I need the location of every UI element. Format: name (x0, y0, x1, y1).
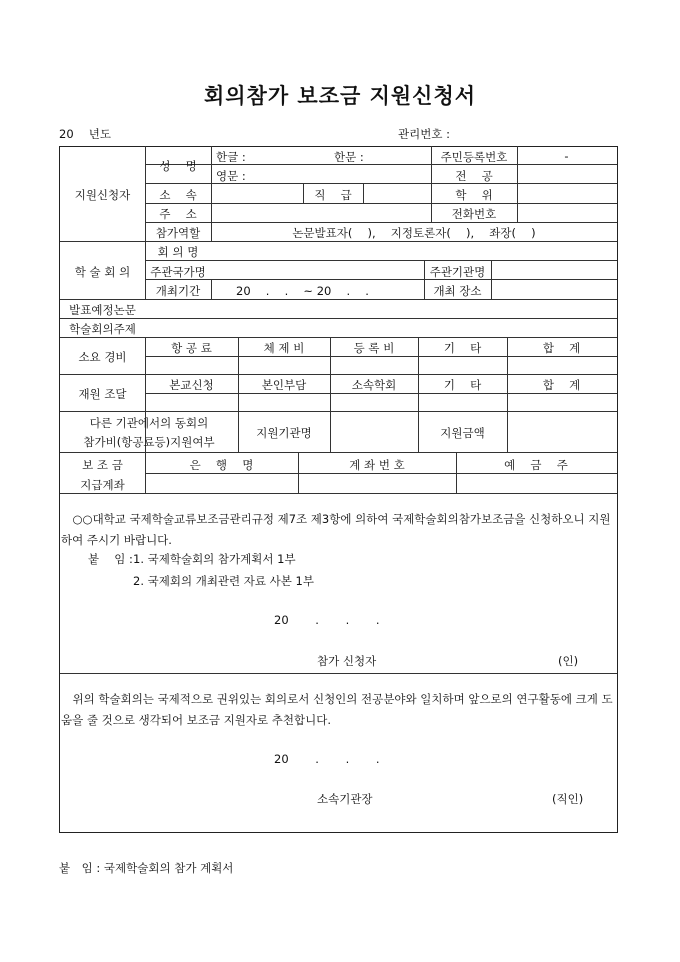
funding-label: 재원 조달 (78, 387, 127, 401)
h-line (60, 673, 617, 674)
host-org-label: 주관기관명 (429, 265, 486, 279)
role-options[interactable]: 논문발표자( ), 지정토론자( ), 좌장( ) (292, 226, 536, 240)
account-label-line1: 보 조 금 (82, 458, 123, 472)
role-label: 참가역할 (155, 226, 201, 240)
english-name-field[interactable]: 영문 : (216, 169, 246, 183)
conference-name-label: 회 의 명 (157, 245, 199, 259)
funding-col-school: 본교신청 (169, 378, 214, 392)
account-number-label: 계 좌 번 호 (349, 458, 405, 472)
expenses-label: 소요 경비 (78, 350, 127, 364)
expense-col-airfare: 항 공 료 (171, 341, 212, 355)
expense-col-registration: 등 록 비 (353, 341, 395, 355)
form-title: 회의참가 보조금 지원신청서 (203, 83, 477, 108)
degree-label: 학 위 (455, 188, 493, 202)
year-label: 20 년도 (59, 127, 112, 141)
v-line (211, 280, 212, 299)
h-line (60, 241, 617, 242)
h-line (145, 203, 617, 204)
v-line (491, 261, 492, 299)
host-country-label: 주관국가명 (150, 265, 206, 279)
bank-name-label: 은 행 명 (189, 458, 254, 472)
v-line (363, 184, 364, 203)
h-line (60, 493, 617, 494)
other-support-question-line1: 다른 기관에서의 동회의 (89, 416, 209, 430)
period-label: 개최기간 (155, 284, 201, 298)
hangul-name-field[interactable]: 한글 : (216, 150, 246, 164)
funding-col-self: 본인부담 (261, 378, 307, 392)
resident-id-field[interactable]: - (564, 149, 569, 163)
paper-label: 발표예정논문 (69, 303, 136, 317)
funding-col-society: 소속학회 (351, 378, 397, 392)
recommendation-date[interactable]: 20 . . . (274, 752, 380, 766)
expense-col-stay: 체 제 비 (263, 341, 305, 355)
address-label: 주 소 (159, 207, 197, 221)
h-line (145, 279, 617, 280)
h-line (60, 452, 617, 453)
funding-col-other: 기 타 (443, 378, 482, 392)
hanja-name-field[interactable]: 한문 : (334, 150, 364, 164)
h-line (60, 318, 617, 319)
attachment-item-2: 2. 국제회의 개최관련 자료 사본 1부 (133, 574, 314, 588)
h-line (60, 374, 617, 375)
h-line (145, 393, 617, 394)
applicant-section-label: 지원신청자 (74, 188, 131, 202)
h-line (145, 356, 617, 357)
h-line (145, 222, 617, 223)
period-field[interactable]: 20 . . ~ 20 . . (236, 284, 369, 298)
support-amount-label: 지원금액 (440, 426, 485, 440)
name-label: 성 명 (159, 159, 197, 173)
official-seal: (직인) (552, 792, 584, 806)
theme-label: 학술회의주제 (69, 322, 136, 336)
position-label: 직 급 (314, 188, 352, 202)
expense-col-total: 합 계 (542, 341, 581, 355)
v-line (330, 412, 331, 452)
venue-label: 개최 장소 (433, 284, 482, 298)
affiliation-label: 소 속 (159, 188, 197, 202)
applicant-seal: (인) (558, 654, 579, 668)
management-number-label: 관리번호 : (398, 127, 450, 141)
attachment-label: 붙 임 : (88, 552, 133, 566)
attachment-item-1: 1. 국제학술회의 참가계획서 1부 (133, 552, 296, 566)
phone-label: 전화번호 (451, 207, 497, 221)
resident-id-label: 주민등록번호 (440, 150, 508, 164)
support-agency-label: 지원기관명 (256, 426, 312, 440)
application-statement: ○○대학교 국제학술교류보조금관리규정 제7조 제3항에 의하여 국제학술회의참가보조금을 신청하오니 지원하여 주시기 바랍니다. (61, 512, 611, 547)
application-date[interactable]: 20 . . . (274, 613, 380, 627)
other-support-question-line2: 참가비(항공료등)지원여부 (83, 435, 215, 449)
institution-head-label: 소속기관장 (317, 792, 373, 806)
applicant-signature-label: 참가 신청자 (317, 654, 377, 668)
funding-col-total: 합 계 (542, 378, 581, 392)
account-label-line2: 지급계좌 (80, 478, 125, 492)
v-line (507, 412, 508, 452)
expense-col-other: 기 타 (443, 341, 482, 355)
footer-attachment-note: 붙 임 : 국제학술회의 참가 계획서 (59, 861, 234, 875)
h-line (60, 299, 617, 300)
recommendation-statement: 위의 학술회의는 국제적으로 권위있는 회의로서 신청인의 전공분야와 일치하며 앞으로의 연구활동에 크게 도움을 줄 것으로 생각되어 보조금 지원자로 추천합니다. (61, 692, 613, 727)
h-line (60, 337, 617, 338)
major-label: 전 공 (455, 169, 493, 183)
conference-section-label: 학 술 회 의 (74, 265, 131, 279)
h-line (145, 260, 617, 261)
h-line (145, 473, 617, 474)
account-holder-label: 예 금 주 (504, 458, 568, 472)
h-line (60, 411, 617, 412)
